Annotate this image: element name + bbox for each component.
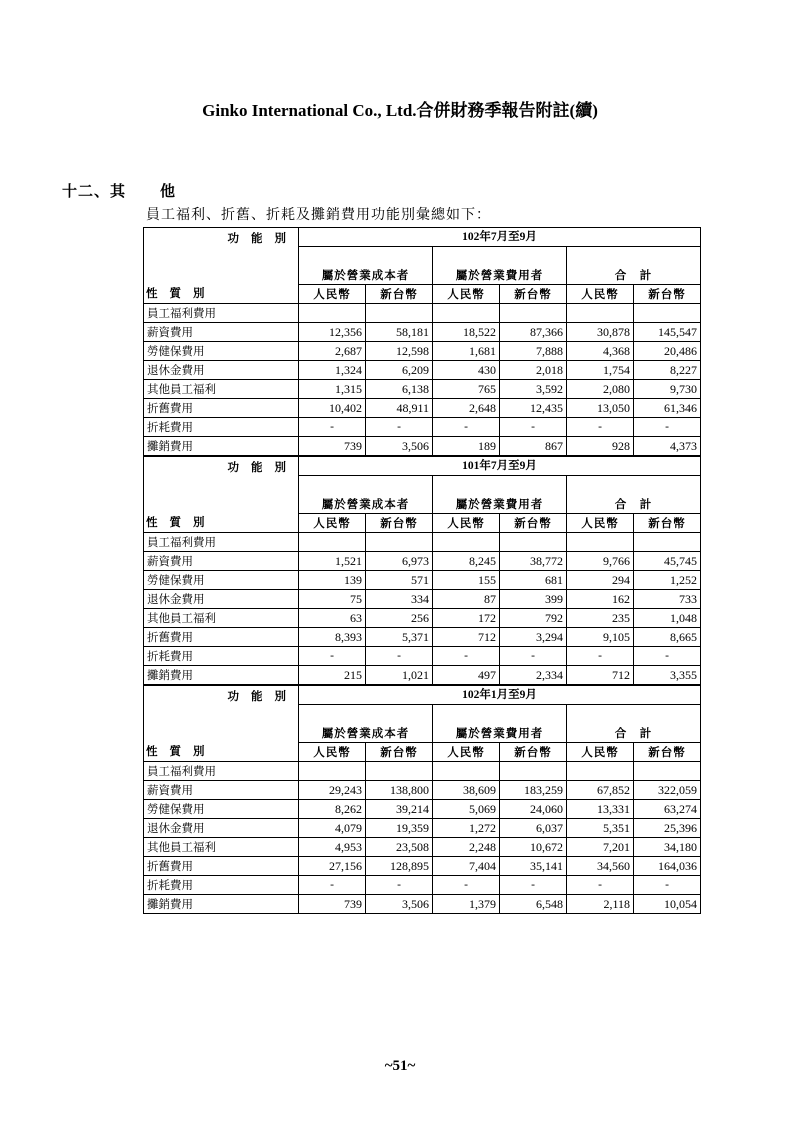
table-cell: 322,059 xyxy=(634,781,701,800)
table-cell: 7,404 xyxy=(433,857,500,876)
table-cell: 1,021 xyxy=(366,666,433,685)
table-cell: - xyxy=(433,876,500,895)
table-row xyxy=(144,418,701,437)
table-cell: 6,138 xyxy=(366,380,433,399)
table-corner xyxy=(144,457,299,533)
table-cell: - xyxy=(299,647,366,666)
period-header: 102年7月至9月 xyxy=(299,228,701,247)
table-cell xyxy=(366,533,433,552)
table-cell: 8,227 xyxy=(634,361,701,380)
table-row xyxy=(144,647,701,666)
table-cell: 39,214 xyxy=(366,800,433,819)
table-cell xyxy=(567,533,634,552)
section-title: 他 xyxy=(160,182,177,200)
currency-header-ntd: 新台幣 xyxy=(366,285,433,304)
currency-header-rmb: 人民幣 xyxy=(299,743,366,762)
table-cell xyxy=(500,304,567,323)
table-cell: 7,888 xyxy=(500,342,567,361)
table-cell: 681 xyxy=(500,571,567,590)
currency-header-rmb: 人民幣 xyxy=(299,514,366,533)
table-cell: 13,050 xyxy=(567,399,634,418)
table-cell: 3,506 xyxy=(366,895,433,914)
currency-header-ntd: 新台幣 xyxy=(634,743,701,762)
table-cell: 4,953 xyxy=(299,838,366,857)
table-cell: 497 xyxy=(433,666,500,685)
table-cell xyxy=(433,762,500,781)
table-cell: 2,018 xyxy=(500,361,567,380)
table-cell: 5,351 xyxy=(567,819,634,838)
group-expense-header: 屬於營業費用者 xyxy=(433,705,567,743)
table-cell: 6,973 xyxy=(366,552,433,571)
table-cell: 38,609 xyxy=(433,781,500,800)
group-total-header: 合 計 xyxy=(567,705,701,743)
period-header: 101年7月至9月 xyxy=(299,457,701,476)
table-cell: 19,359 xyxy=(366,819,433,838)
table-cell: 8,665 xyxy=(634,628,701,647)
table-cell: 34,180 xyxy=(634,838,701,857)
table-cell xyxy=(634,533,701,552)
table-cell xyxy=(500,762,567,781)
table-cell xyxy=(299,533,366,552)
table-cell: 9,730 xyxy=(634,380,701,399)
table-cell: - xyxy=(433,418,500,437)
table-cell: 25,396 xyxy=(634,819,701,838)
table-cell: 765 xyxy=(433,380,500,399)
row-label: 攤銷費用 xyxy=(144,437,299,456)
table-cell: 58,181 xyxy=(366,323,433,342)
currency-header-ntd: 新台幣 xyxy=(366,514,433,533)
currency-header-ntd: 新台幣 xyxy=(500,285,567,304)
table-cell: 8,262 xyxy=(299,800,366,819)
table-cell: 12,356 xyxy=(299,323,366,342)
table-cell: 139 xyxy=(299,571,366,590)
row-label: 薪資費用 xyxy=(144,781,299,800)
table-cell: 5,371 xyxy=(366,628,433,647)
table-cell: 8,393 xyxy=(299,628,366,647)
table-cell: 13,331 xyxy=(567,800,634,819)
row-label: 薪資費用 xyxy=(144,552,299,571)
table-cell: 294 xyxy=(567,571,634,590)
row-label: 折舊費用 xyxy=(144,857,299,876)
table-row xyxy=(144,838,701,857)
table-cell: - xyxy=(366,418,433,437)
currency-header-rmb: 人民幣 xyxy=(433,514,500,533)
table-row xyxy=(144,533,701,552)
table-row xyxy=(144,895,701,914)
table-cell: 4,079 xyxy=(299,819,366,838)
table-cell: 1,379 xyxy=(433,895,500,914)
table-cell: - xyxy=(299,876,366,895)
table-cell: 1,754 xyxy=(567,361,634,380)
table-cell: 733 xyxy=(634,590,701,609)
currency-header-ntd: 新台幣 xyxy=(634,514,701,533)
table-cell: 3,355 xyxy=(634,666,701,685)
currency-header-rmb: 人民幣 xyxy=(433,743,500,762)
table-cell: 3,506 xyxy=(366,437,433,456)
table-cell: 3,592 xyxy=(500,380,567,399)
table-cell: 35,141 xyxy=(500,857,567,876)
group-cost-header: 屬於營業成本者 xyxy=(299,705,433,743)
table-cell: 6,037 xyxy=(500,819,567,838)
table-cell: 9,766 xyxy=(567,552,634,571)
table-cell: 45,745 xyxy=(634,552,701,571)
table-cell: 712 xyxy=(567,666,634,685)
table-cell: 12,435 xyxy=(500,399,567,418)
row-label: 員工福利費用 xyxy=(144,762,299,781)
table-cell xyxy=(433,533,500,552)
table-row xyxy=(144,590,701,609)
function-label: 功 能 別 xyxy=(227,460,290,474)
table-cell xyxy=(299,304,366,323)
row-label: 其他員工福利 xyxy=(144,609,299,628)
table-cell: - xyxy=(366,876,433,895)
currency-header-rmb: 人民幣 xyxy=(567,743,634,762)
table-cell: - xyxy=(567,876,634,895)
table-cell: 145,547 xyxy=(634,323,701,342)
table-cell: 739 xyxy=(299,437,366,456)
group-cost-header: 屬於營業成本者 xyxy=(299,476,433,514)
table-cell: 3,294 xyxy=(500,628,567,647)
table-cell xyxy=(634,304,701,323)
table-row xyxy=(144,762,701,781)
currency-header-rmb: 人民幣 xyxy=(433,285,500,304)
function-label: 功 能 別 xyxy=(227,231,290,245)
table-cell: - xyxy=(299,418,366,437)
table-cell: 712 xyxy=(433,628,500,647)
table-cell: 1,521 xyxy=(299,552,366,571)
table-cell: - xyxy=(500,647,567,666)
table-cell: - xyxy=(500,418,567,437)
table-row xyxy=(144,666,701,685)
table-row xyxy=(144,781,701,800)
table-cell: 87 xyxy=(433,590,500,609)
row-label: 員工福利費用 xyxy=(144,533,299,552)
table-cell: 18,522 xyxy=(433,323,500,342)
table-cell: 61,346 xyxy=(634,399,701,418)
table-cell xyxy=(299,762,366,781)
table-row xyxy=(144,800,701,819)
table-row xyxy=(144,323,701,342)
table-cell: 739 xyxy=(299,895,366,914)
table-cell xyxy=(366,762,433,781)
table-cell: 172 xyxy=(433,609,500,628)
table-cell: 183,259 xyxy=(500,781,567,800)
table-cell: 2,687 xyxy=(299,342,366,361)
table-cell: 928 xyxy=(567,437,634,456)
table-cell: 9,105 xyxy=(567,628,634,647)
section-heading xyxy=(62,180,176,201)
table-cell: 10,402 xyxy=(299,399,366,418)
table-corner xyxy=(144,686,299,762)
nature-label: 性 質 別 xyxy=(146,286,209,300)
row-label: 折耗費用 xyxy=(144,876,299,895)
nature-label: 性 質 別 xyxy=(146,515,209,529)
table-cell: 63,274 xyxy=(634,800,701,819)
table-cell xyxy=(634,762,701,781)
table-row xyxy=(144,609,701,628)
expense-table xyxy=(143,227,701,456)
table-cell: 87,366 xyxy=(500,323,567,342)
table-cell: - xyxy=(634,647,701,666)
row-label: 勞健保費用 xyxy=(144,571,299,590)
currency-header-ntd: 新台幣 xyxy=(366,743,433,762)
table-cell xyxy=(567,304,634,323)
table-cell: 20,486 xyxy=(634,342,701,361)
table-cell xyxy=(567,762,634,781)
table-cell: 7,201 xyxy=(567,838,634,857)
table-row xyxy=(144,876,701,895)
row-label: 攤銷費用 xyxy=(144,666,299,685)
table-cell: 10,672 xyxy=(500,838,567,857)
table-cell: 23,508 xyxy=(366,838,433,857)
table-cell: 12,598 xyxy=(366,342,433,361)
currency-header-rmb: 人民幣 xyxy=(567,514,634,533)
group-expense-header: 屬於營業費用者 xyxy=(433,476,567,514)
table-row xyxy=(144,552,701,571)
table-cell xyxy=(366,304,433,323)
nature-label: 性 質 別 xyxy=(146,744,209,758)
group-cost-header: 屬於營業成本者 xyxy=(299,247,433,285)
row-label: 折舊費用 xyxy=(144,628,299,647)
table-cell: 162 xyxy=(567,590,634,609)
table-cell: 5,069 xyxy=(433,800,500,819)
function-label: 功 能 別 xyxy=(227,689,290,703)
table-cell: 189 xyxy=(433,437,500,456)
row-label: 退休金費用 xyxy=(144,819,299,838)
table-cell xyxy=(433,304,500,323)
table-row xyxy=(144,571,701,590)
expense-table xyxy=(143,685,701,914)
table-row xyxy=(144,437,701,456)
table-cell: 1,272 xyxy=(433,819,500,838)
table-cell: 399 xyxy=(500,590,567,609)
table-row xyxy=(144,628,701,647)
table-cell: 2,118 xyxy=(567,895,634,914)
table-cell: 4,373 xyxy=(634,437,701,456)
table-cell: 571 xyxy=(366,571,433,590)
row-label: 勞健保費用 xyxy=(144,342,299,361)
table-cell: 1,315 xyxy=(299,380,366,399)
row-label: 折耗費用 xyxy=(144,647,299,666)
row-label: 攤銷費用 xyxy=(144,895,299,914)
table-cell: 2,080 xyxy=(567,380,634,399)
table-cell: 1,681 xyxy=(433,342,500,361)
group-total-header: 合 計 xyxy=(567,247,701,285)
row-label: 折耗費用 xyxy=(144,418,299,437)
table-cell: 867 xyxy=(500,437,567,456)
table-cell: 30,878 xyxy=(567,323,634,342)
table-cell: - xyxy=(433,647,500,666)
table-row xyxy=(144,342,701,361)
table-cell: 1,048 xyxy=(634,609,701,628)
page-title: Ginko International Co., Ltd.合併財務季報告附註(續) xyxy=(202,101,598,120)
table-cell xyxy=(500,533,567,552)
table-cell: 128,895 xyxy=(366,857,433,876)
table-row xyxy=(144,304,701,323)
table-cell: 6,548 xyxy=(500,895,567,914)
table-cell: 164,036 xyxy=(634,857,701,876)
group-total-header: 合 計 xyxy=(567,476,701,514)
period-header: 102年1月至9月 xyxy=(299,686,701,705)
row-label: 退休金費用 xyxy=(144,361,299,380)
table-cell: 63 xyxy=(299,609,366,628)
table-cell: 430 xyxy=(433,361,500,380)
table-row xyxy=(144,380,701,399)
table-cell: - xyxy=(634,418,701,437)
table-row xyxy=(144,399,701,418)
table-cell: 155 xyxy=(433,571,500,590)
row-label: 勞健保費用 xyxy=(144,800,299,819)
expense-table xyxy=(143,456,701,685)
currency-header-rmb: 人民幣 xyxy=(567,285,634,304)
table-cell: 34,560 xyxy=(567,857,634,876)
table-cell: 8,245 xyxy=(433,552,500,571)
table-cell: 792 xyxy=(500,609,567,628)
table-cell: 10,054 xyxy=(634,895,701,914)
table-cell: 27,156 xyxy=(299,857,366,876)
table-cell: 48,911 xyxy=(366,399,433,418)
table-cell: 138,800 xyxy=(366,781,433,800)
table-cell: 75 xyxy=(299,590,366,609)
section-intro: 員工福利、折舊、折耗及攤銷費用功能別彙總如下： xyxy=(146,207,491,223)
table-cell: 334 xyxy=(366,590,433,609)
section-number: 十二、其 xyxy=(62,182,127,200)
currency-header-rmb: 人民幣 xyxy=(299,285,366,304)
table-cell: 24,060 xyxy=(500,800,567,819)
table-row xyxy=(144,361,701,380)
row-label: 其他員工福利 xyxy=(144,380,299,399)
table-cell: 67,852 xyxy=(567,781,634,800)
table-cell: 6,209 xyxy=(366,361,433,380)
row-label: 退休金費用 xyxy=(144,590,299,609)
table-corner xyxy=(144,228,299,304)
table-cell: - xyxy=(567,647,634,666)
table-cell: 2,334 xyxy=(500,666,567,685)
row-label: 員工福利費用 xyxy=(144,304,299,323)
page-number: ~51~ xyxy=(384,1058,416,1074)
table-cell: 1,324 xyxy=(299,361,366,380)
table-cell: - xyxy=(634,876,701,895)
table-cell: 1,252 xyxy=(634,571,701,590)
table-cell: - xyxy=(567,418,634,437)
table-cell: 2,248 xyxy=(433,838,500,857)
currency-header-ntd: 新台幣 xyxy=(634,285,701,304)
row-label: 其他員工福利 xyxy=(144,838,299,857)
table-cell: 29,243 xyxy=(299,781,366,800)
table-cell: 235 xyxy=(567,609,634,628)
row-label: 薪資費用 xyxy=(144,323,299,342)
row-label: 折舊費用 xyxy=(144,399,299,418)
table-cell: - xyxy=(500,876,567,895)
table-row xyxy=(144,819,701,838)
currency-header-ntd: 新台幣 xyxy=(500,743,567,762)
table-cell: 256 xyxy=(366,609,433,628)
table-cell: - xyxy=(366,647,433,666)
table-row xyxy=(144,857,701,876)
table-cell: 2,648 xyxy=(433,399,500,418)
table-cell: 4,368 xyxy=(567,342,634,361)
table-cell: 215 xyxy=(299,666,366,685)
table-cell: 38,772 xyxy=(500,552,567,571)
group-expense-header: 屬於營業費用者 xyxy=(433,247,567,285)
currency-header-ntd: 新台幣 xyxy=(500,514,567,533)
